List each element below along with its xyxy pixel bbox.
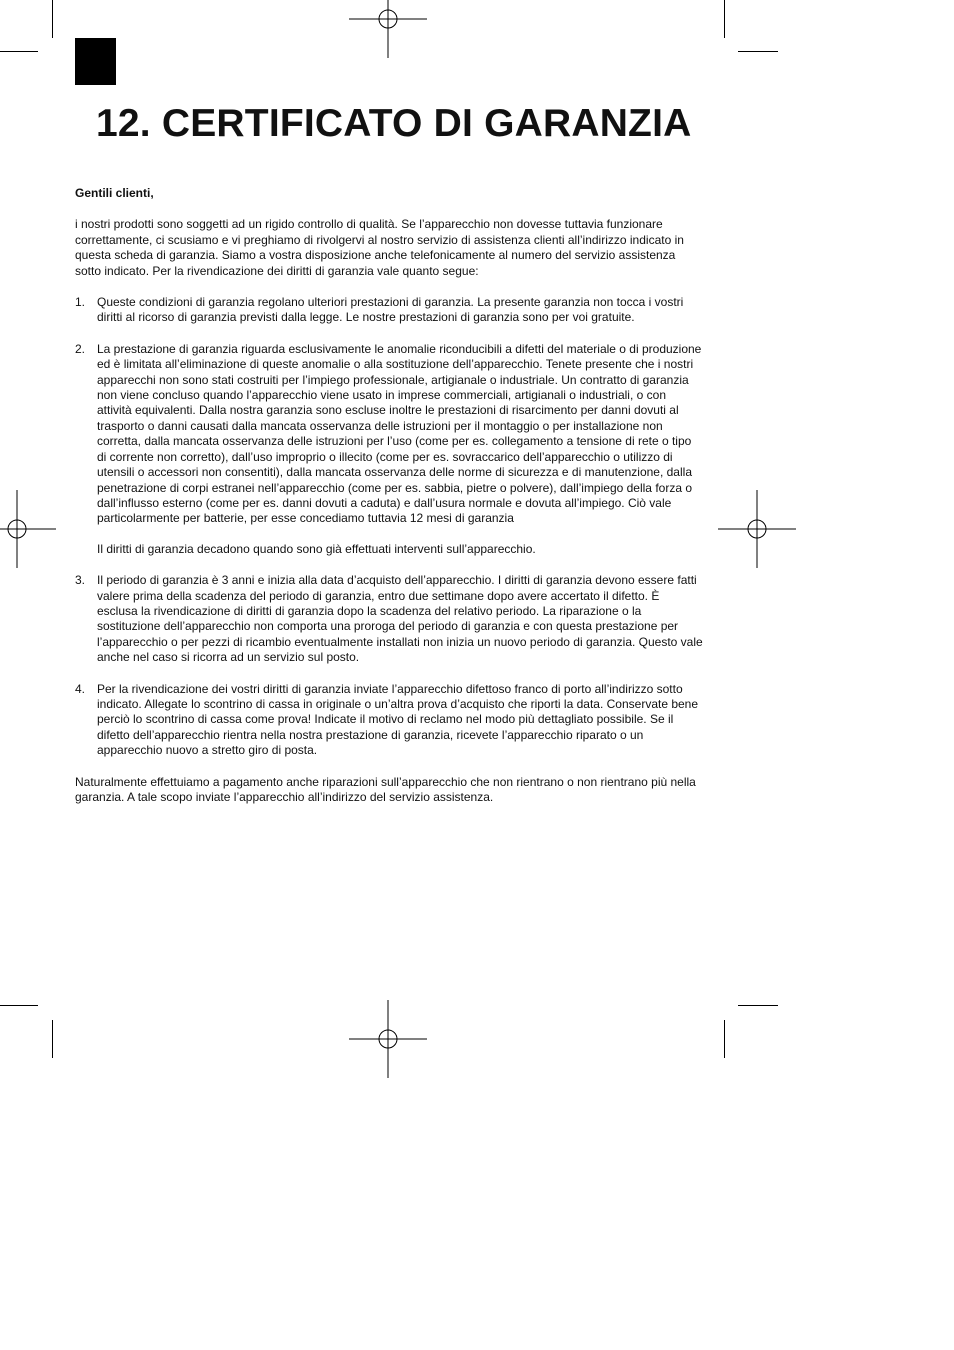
- registration-mark-top: [349, 0, 427, 58]
- crop-mark-top-right-h: [738, 51, 778, 52]
- crop-mark-top-left-h: [0, 51, 38, 52]
- item-number: 2.: [75, 341, 86, 356]
- list-item: [75, 295, 703, 326]
- list-item: [75, 342, 703, 557]
- warranty-body: [75, 186, 703, 805]
- crop-mark-bottom-right-v: [724, 1020, 725, 1058]
- registration-mark-right: [718, 490, 796, 568]
- crop-mark-top-left-v: [52, 0, 53, 38]
- registration-mark-bottom: [349, 1000, 427, 1078]
- crop-mark-bottom-right-h: [738, 1005, 778, 1006]
- item-text: Per la rivendicazione dei vostri diritti di garanzia inviate l’apparecchio difettoso franco di porto all’indirizzo sotto indicato. Allegate lo scontrino di cassa in originale o un’altra prova d’acquisto che riporti la data. Conservate bene perciò lo scontrino di cassa come prova! Indicate il motivo di reclamo nel modo più dettagliato possibile. Se il difetto dell’apparecchio rientra nella nostra prestazione di garanzia, ricevete l’apparecchio riparato o un apparecchio nuovo a stretto giro di posta.: [97, 681, 699, 758]
- list-item: [75, 682, 703, 759]
- crop-mark-top-right-v: [724, 0, 725, 38]
- item-note: Il diritti di garanzia decadono quando sono già effettuati interventi sull’apparecchio.: [97, 541, 536, 556]
- section-tab: [75, 38, 116, 85]
- item-number: 1.: [75, 295, 86, 310]
- item-text: La prestazione di garanzia riguarda esclusivamente le anomalie riconducibili a difetti del materiale o di produzione ed è limitata all’eliminazione di queste anomalie o alla sostituzione dell’apparecchio. Tenete presente che i nostri apparecchi non sono stati costruiti per l’impiego professionale, artigianale o industriale. Un contratto di garanzia non viene concluso quando l’apparecchio viene usato in imprese commerciali, artigianali o industriali, o con attività equivalenti. Dalla nostra garanzia sono escluse inoltre le prestazioni di risarcimento per danni dovuti al trasporto o danni causati dalla mancata osservanza delle istruzioni per il montaggio o per installazione non corretta, dalla mancata osservanza delle istruzioni per l’uso (come per es. collegamento a tensione di rete o tipo di corrente non corretto), dall’uso improprio o illecito (come per es. sovraccarico dell’apparecchio o utilizzo di utensili o accessori non consentiti), dalla mancata osservanza delle norme di sicurezza e di manutenzione, dalla penetrazione di corpi estranei nell’apparecchio (come per es. sabbia, pietre o polvere), dall’impiego della forza o dall’influsso esterno (come per es. danni dovuti a caduta) e dall’usura normale e dovuta all’impiego. Ciò vale particolarmente per batterie, per esse concediamo tuttavia 12 mesi di garanzia: [97, 341, 702, 526]
- list-item: [75, 573, 703, 665]
- registration-mark-left: [0, 490, 56, 568]
- item-text: Il periodo di garanzia è 3 anni e inizia alla data d’acquisto dell’apparecchio. I diritti di garanzia devono essere fatti valere prima della scadenza del periodo di garanzia, entro due settimane dopo avere accertato il difetto. È esclusa la rivendicazione di diritti di garanzia dopo la scadenza del relativo periodo. La riparazione o la sostituzione dell’apparecchio non comporta una proroga del periodo di garanzia e con questa prestazione per l’apparecchio o per pezzi di ricambio eventualmente installati non inizia un nuovo periodo di garanzia. Questo vale anche nel caso si ricorra ad un servizio sul posto.: [97, 573, 703, 665]
- item-number: 4.: [75, 681, 86, 696]
- closing-paragraph: Naturalmente effettuiamo a pagamento anche riparazioni sull’apparecchio che non rientrano o non rientrano più nella garanzia. A tale scopo inviate l’apparecchio all’indirizzo del servizio assistenza.: [75, 774, 696, 804]
- greeting: Gentili clienti,: [75, 186, 154, 200]
- item-text: Queste condizioni di garanzia regolano ulteriori prestazioni di garanzia. La presente garanzia non tocca i vostri diritti al ricorso di garanzia previsti dalla legge. Le nostre prestazioni di garanzia sono per voi gratuite.: [97, 295, 684, 325]
- intro-paragraph: i nostri prodotti sono soggetti ad un rigido controllo di qualità. Se l’apparecchio non dovesse tuttavia funzionare correttamente, ci scusiamo e vi preghiamo di rivolgervi al nostro servizio di assistenza clienti all’indirizzo indicato in questa scheda di garanzia. Siamo a vostra disposizione anche telefonicamente al numero del servizio assistenza sotto indicato. Per la rivendicazione dei diritti di garanzia vale quanto segue:: [75, 217, 684, 278]
- crop-mark-bottom-left-v: [52, 1020, 53, 1058]
- item-number: 3.: [75, 573, 86, 588]
- conditions-list: [75, 295, 703, 759]
- page-title: 12. CERTIFICATO DI GARANZIA: [96, 102, 692, 145]
- crop-mark-bottom-left-h: [0, 1005, 38, 1006]
